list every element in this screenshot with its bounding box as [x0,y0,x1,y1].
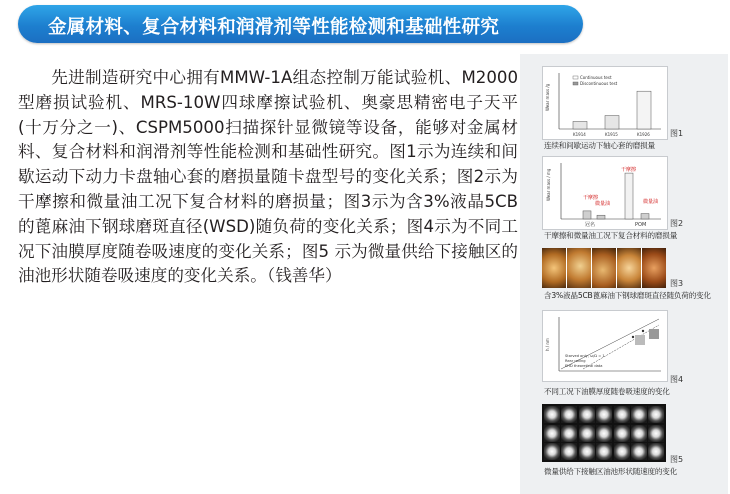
figure-5-cell [596,406,612,423]
body-paragraph: 先进制造研究中心拥有MMW-1A组态控制万能试验机、M2000型磨损试验机、MRS-10W四球摩擦试验机、奥豪思精密电子天平(十万分之一)、CSPM5000扫描探针显微镜等设备，能够对金属材料、复合材料和润滑剂等性能检测和基础性研究。图1示为连续和间歇运动下动力卡盘轴心套的磨损量随卡盘型号的变化关系；图2示为干摩擦和微量油工况下复合材料的磨损量；图3示为含3%液晶5CB的蓖麻油下钢球磨斑直径(WSD)随负荷的变化关系；图4示为不同工况下油膜厚度随卷吸速度的变化关系；图5 示为微量供给下接触区的油池形状随卷吸速度的变化关系。（钱善华） [18,68,518,286]
figure-5-cell [614,443,630,460]
figure-5-cell [648,443,664,460]
figure-3-micrographs [542,248,666,288]
figure-1-bars [573,91,651,129]
figure-5-cell [544,406,560,423]
figure-4-chart [542,310,668,382]
figure-1-legend-1: Discontinuous test [580,81,618,86]
figure-1-cat-0: K1914 [573,132,586,137]
figure-1-ylabel: Wear mass /g [545,83,550,111]
figure-5-caption: 微量供给下接触区油池形状随速度的变化 [544,467,678,476]
figure-5-images [542,404,666,462]
figure-1-cat-1: K1915 [605,132,618,137]
figure-5-cell [596,425,612,442]
figure-1-svg [543,67,667,139]
figure-1-bar [637,91,651,129]
figure-2-caption: 干摩擦和微量油工况下复合材料的磨损量 [544,231,678,240]
figure-5-cell [579,443,595,460]
figure-1-caption: 连续和间歇运动下轴心套的磨损量 [544,141,655,150]
figure-2-bar [583,211,591,219]
figure-5-cell [544,443,560,460]
figure-2-annot-1: 微量油 [595,201,611,207]
figure-4-legend-0: Starved only; ω/Ω = 1 [565,354,605,358]
figure-column [520,54,728,494]
figure-5-cell [648,425,664,442]
figure-4-legend-2: EHD theoretical data [565,364,603,368]
figure-2-bar [597,215,605,219]
figure-4-ylabel: h / nm [545,338,550,351]
page-title: 金属材料、复合材料和润滑剂等性能检测和基础性研究 [48,17,500,38]
figure-5-cell [614,425,630,442]
figure-5-number: 图5 [670,455,684,464]
figure-5-cell [561,443,577,460]
figure-3-number: 图3 [670,279,684,288]
figure-5-cell [544,425,560,442]
figure-1-chart [542,66,668,140]
figure-2-bar [641,214,649,219]
figure-2-bar [625,173,633,219]
figure-5-cell [596,443,612,460]
figure-2-annot-0: 干摩擦 [583,195,599,201]
figure-4-caption: 不同工况下油膜厚度随卷吸速度的变化 [544,387,670,396]
title-bar [18,5,583,43]
figure-5-cell [614,406,630,423]
figure-2-cat-1: POM [635,222,647,228]
figure-1-bar [573,121,587,129]
figure-5-cell [631,443,647,460]
figure-5-cell [561,425,577,442]
figure-2-annot-2: 干摩擦 [621,167,637,173]
figure-5-cell [579,425,595,442]
figure-5-cell [561,406,577,423]
figure-2-svg [543,157,667,229]
figure-2-ylabel: Wear mass / mg [546,168,551,201]
figure-2-chart [542,156,668,230]
figure-5-cell [579,406,595,423]
figure-1-number: 图1 [670,129,684,138]
figure-1-cat-2: K1926 [637,132,650,137]
figure-5-cell [631,425,647,442]
figure-2-cat-0: 冠名 [585,222,596,228]
figure-4-number: 图4 [670,375,684,384]
figure-1-bar [605,116,619,129]
figure-5-cell [631,406,647,423]
figure-2-number: 图2 [670,219,684,228]
figure-3-caption: 含3%液晶5CB蓖麻油下钢球磨斑直径随负荷的变化 [544,291,711,300]
figure-2-annot-3: 微量油 [643,199,659,205]
figure-4-legend-1: Rear rolling [565,359,586,363]
figure-1-legend-0: Continuous test [580,75,612,80]
figure-5-cell [648,406,664,423]
figure-4-svg [543,311,667,381]
